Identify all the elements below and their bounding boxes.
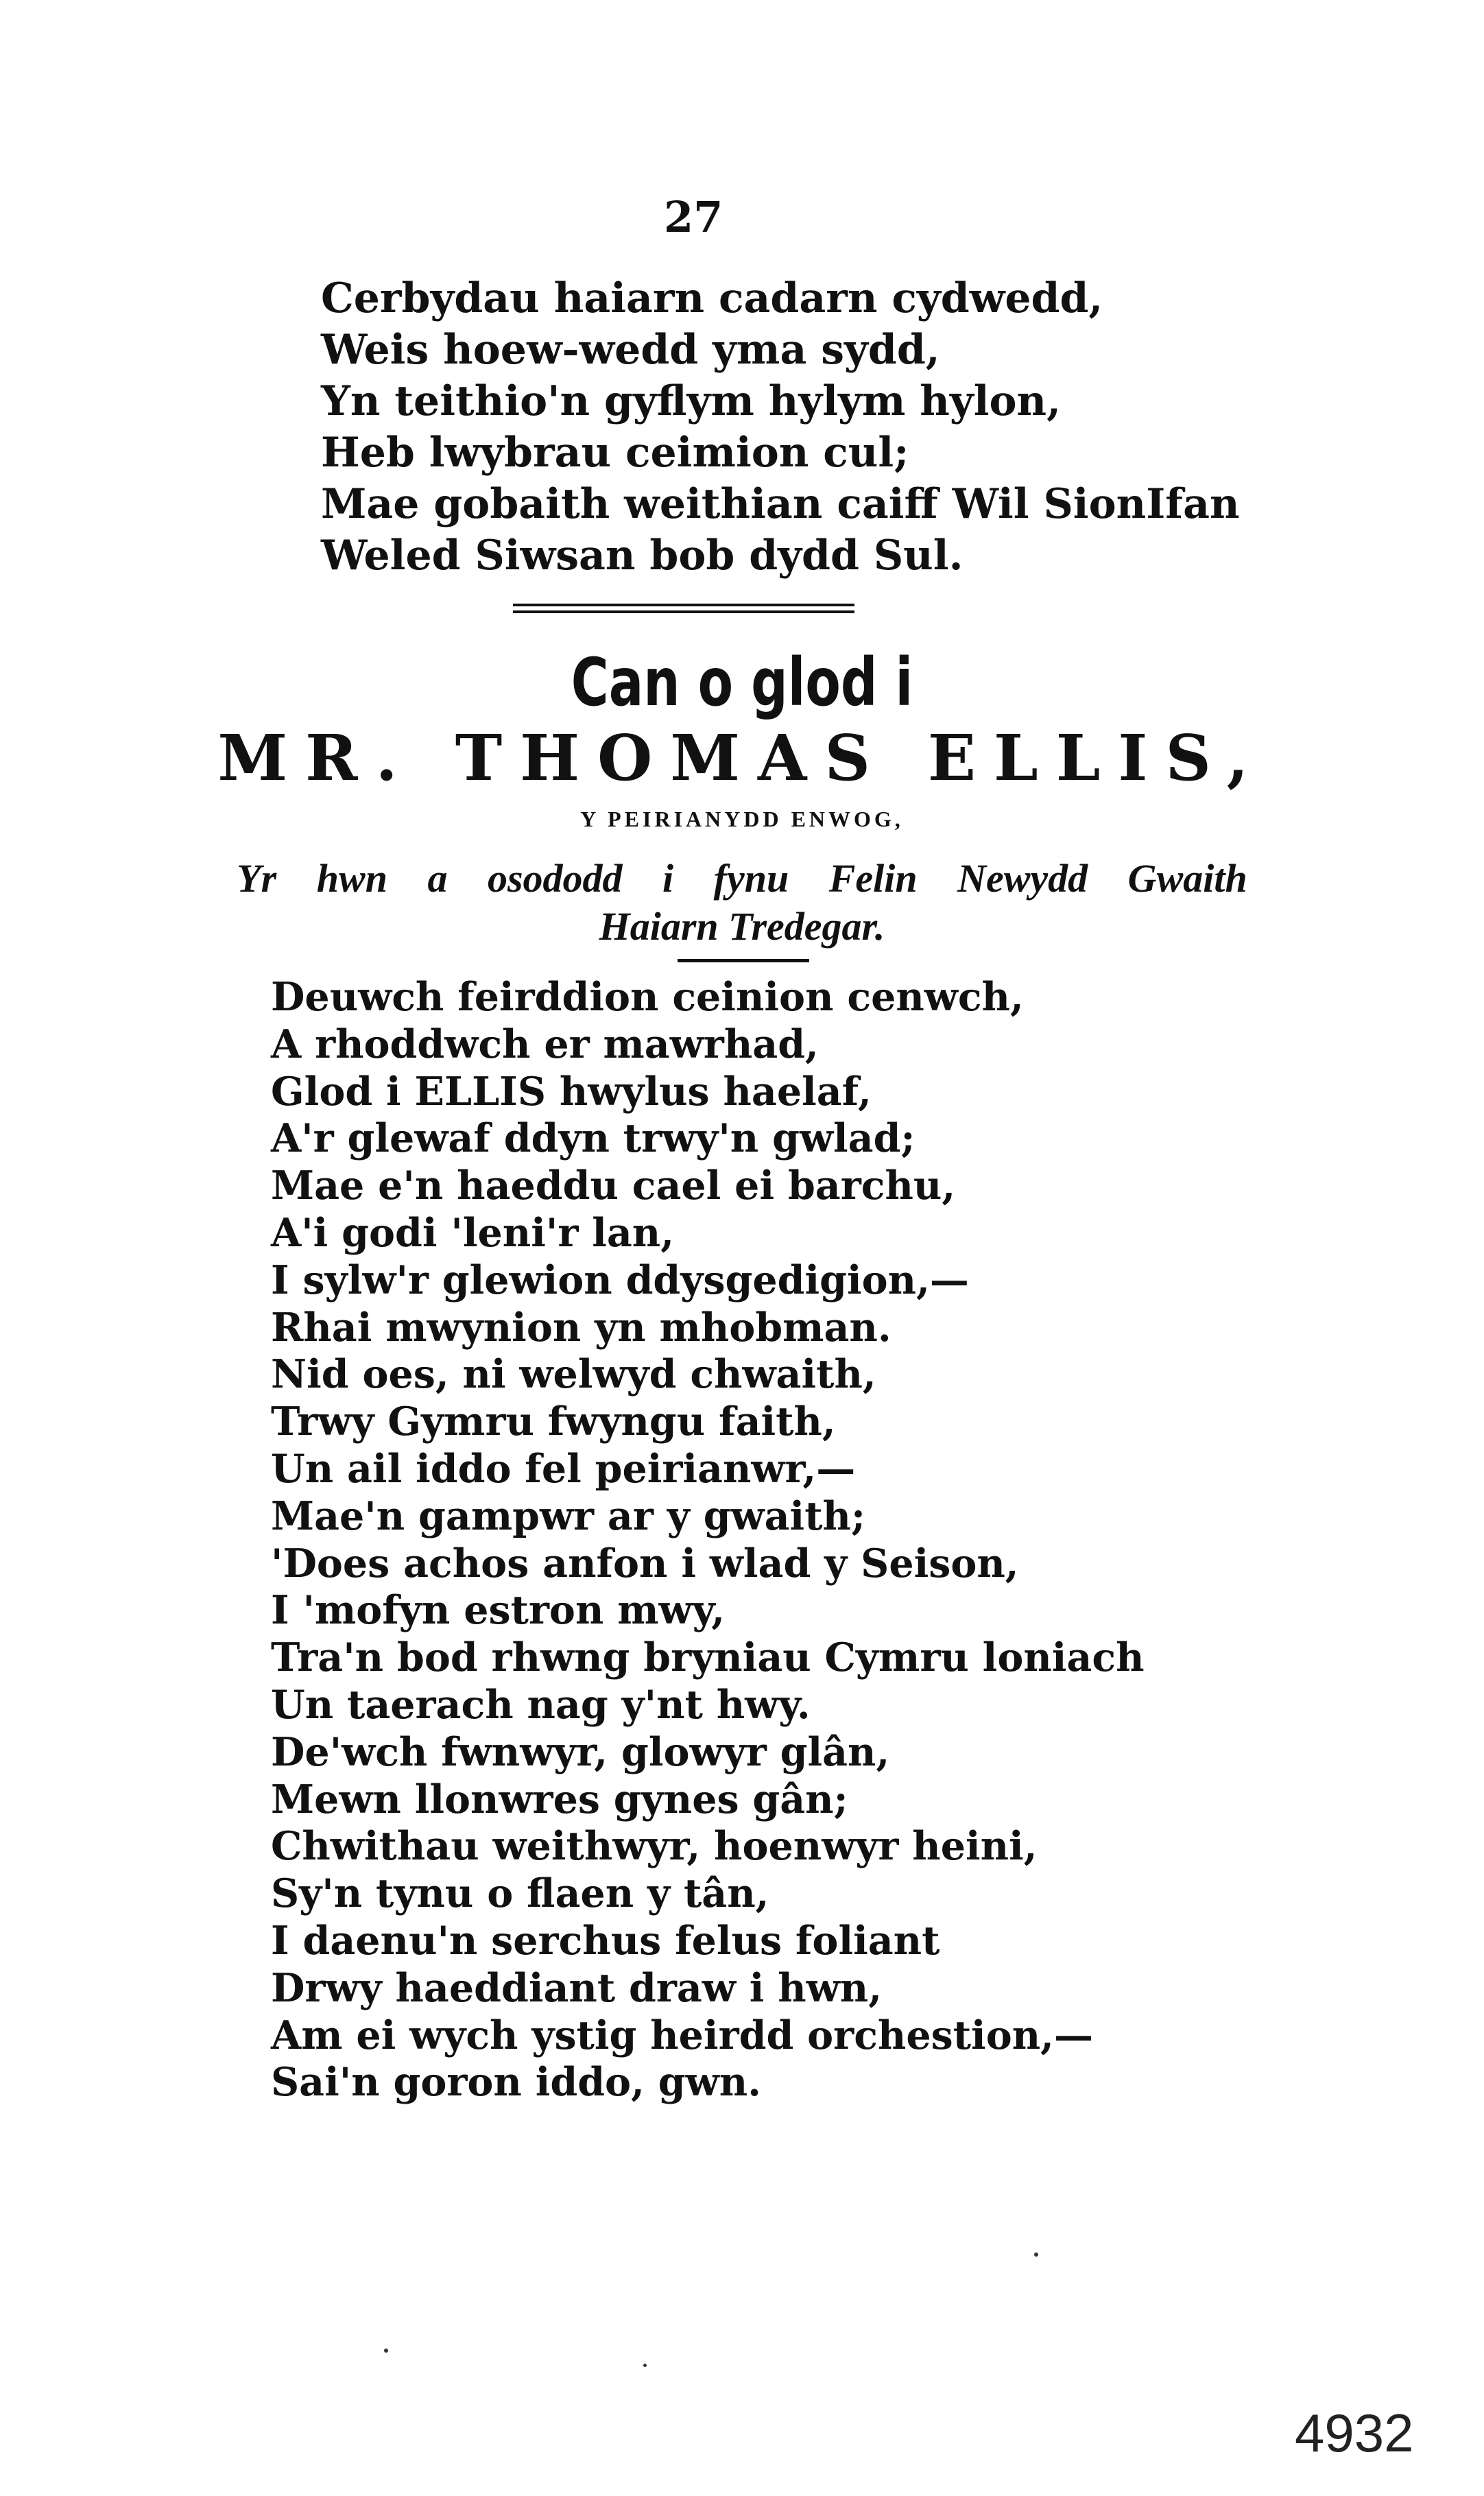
verse-line: I daenu'n serchus felus foliant: [271, 1917, 940, 1964]
verse-line: Rhai mwynion yn mhobman.: [271, 1304, 891, 1351]
verse-line: De'wch fwnwyr, glowyr glân,: [271, 1728, 890, 1775]
ink-speck: [643, 2364, 647, 2367]
verse-line: Weis hoew-wedd yma sydd,: [321, 326, 940, 374]
verse-line: Drwy haeddiant draw i hwn,: [271, 1964, 883, 2011]
verse-line: Sai'n goron iddo, gwn.: [271, 2059, 761, 2106]
verse-line: Mae'n gampwr ar y gwaith;: [271, 1493, 866, 1539]
verse-line: Heb lwybrau ceimion cul;: [321, 429, 909, 477]
short-rule-divider: [678, 959, 809, 962]
top-stanza: [321, 273, 1240, 582]
verse-line: Yn teithio'n gyflym hylym hylon,: [321, 377, 1062, 425]
main-stanza: [271, 974, 1145, 2106]
verse-line: Un ail iddo fel peirianwr,—: [271, 1445, 856, 1492]
heading-title: Can o glod i: [571, 644, 913, 721]
verse-line: Nid oes, ni welwyd chwaith,: [271, 1351, 876, 1398]
double-rule-divider: [513, 604, 854, 613]
verse-line: Trwy Gymru fwyngu faith,: [271, 1399, 836, 1445]
verse-line: A rhoddwch er mawrhad,: [271, 1021, 819, 1067]
verse-line: A'i godi 'leni'r lan,: [271, 1209, 675, 1256]
verse-line: Mae gobaith weithian caiff Wil SionIfan: [321, 480, 1240, 528]
verse-line: Mae e'n haeddu cael ei barchu,: [271, 1163, 956, 1209]
ink-speck: [1034, 2253, 1038, 2257]
heading-name: MR. THOMAS ELLIS,: [217, 721, 1267, 795]
page-number: 27: [664, 192, 723, 242]
verse-line: Tra'n bod rhwng bryniau Cymru loniach: [271, 1635, 1145, 1681]
verse-line: Un taerach nag y'nt hwy.: [271, 1681, 811, 1728]
verse-line: 'Does achos anfon i wlad y Seison,: [271, 1540, 1019, 1586]
heading-italic-line-2: Haiarn Tredegar.: [599, 904, 885, 949]
heading-italic-line-1: Yr hwn a osododd i fynu Felin Newydd Gwaith: [237, 856, 1247, 901]
verse-line: I 'mofyn estron mwy,: [271, 1587, 726, 1634]
verse-line: Am ei wych ystig heirdd orchestion,—: [271, 2012, 1094, 2058]
verse-line: Glod i ELLIS hwylus haelaf,: [271, 1068, 872, 1115]
verse-line: A'r glewaf ddyn trwy'n gwlad;: [271, 1115, 915, 1162]
catalog-number: 4932: [1295, 2403, 1414, 2463]
heading-subtitle: Y PEIRIANYDD ENWOG,: [580, 807, 904, 831]
verse-line: I sylw'r glewion ddysgedigion,—: [271, 1257, 969, 1303]
verse-line: Chwithau weithwyr, hoenwyr heini,: [271, 1823, 1038, 1870]
verse-line: Weled Siwsan bob dydd Sul.: [321, 532, 964, 580]
verse-line: Sy'n tynu o flaen y tân,: [271, 1870, 769, 1917]
ink-speck: [384, 2349, 388, 2353]
verse-line: Deuwch feirddion ceinion cenwch,: [271, 974, 1024, 1020]
verse-line: Mewn llonwres gynes gân;: [271, 1776, 848, 1822]
verse-line: Cerbydau haiarn cadarn cydwedd,: [321, 274, 1103, 322]
